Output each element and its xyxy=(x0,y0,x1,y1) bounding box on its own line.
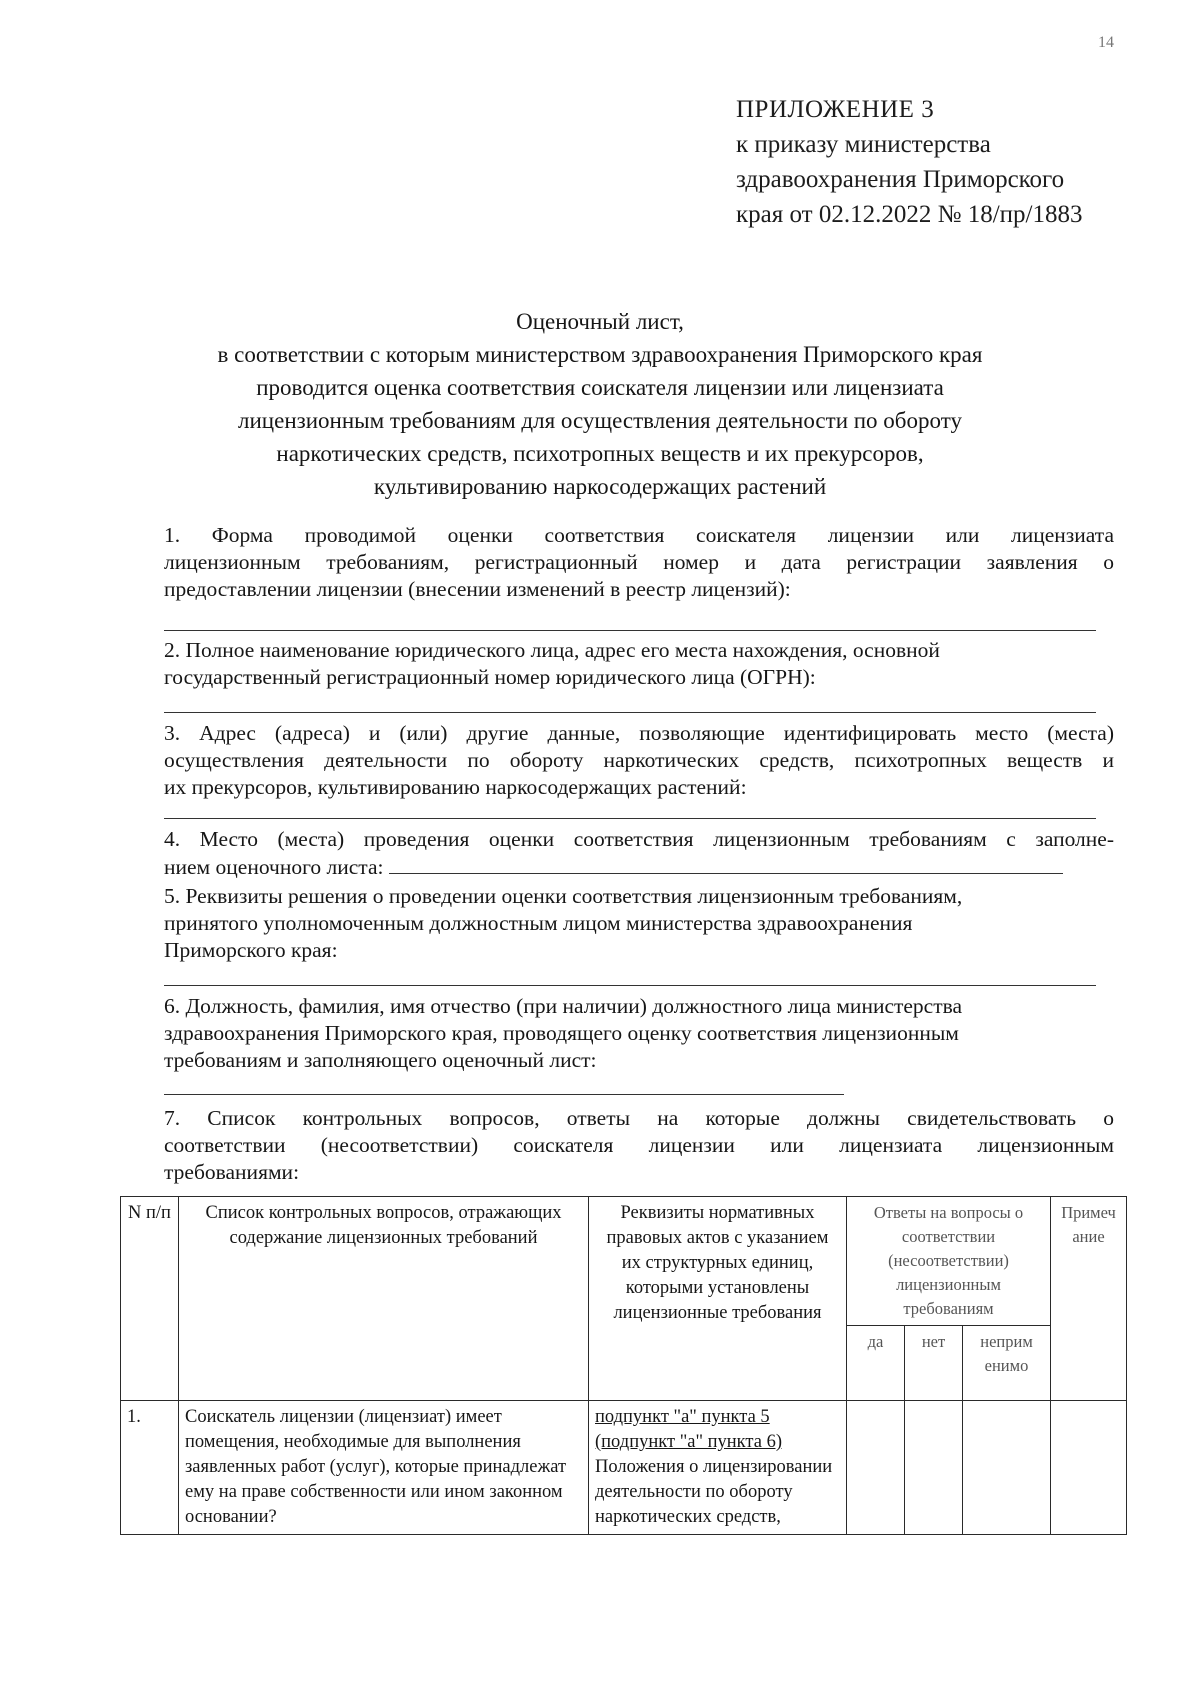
header-answers: Ответы на вопросы о соответствии (несоответствии) лицензионным требованиям xyxy=(847,1197,1051,1326)
item-line: 4. Место (места) проведения оценки соответствия лицензионным требованиям с заполне- xyxy=(164,827,1114,851)
item-line xyxy=(164,853,1114,881)
form-item-4 xyxy=(164,826,1114,881)
heading-line: в соответствии с которым министерством здравоохранения Приморского края xyxy=(217,342,983,367)
appendix-line: к приказу министерства xyxy=(736,131,991,158)
header-num: N п/п xyxy=(121,1197,179,1401)
requisite-link[interactable]: (подпункт "а" пункта 6) xyxy=(595,1432,782,1452)
form-item-3 xyxy=(164,720,1114,801)
header-question: Список контрольных вопросов, отражающих содержание лицензионных требований xyxy=(179,1197,589,1401)
item-line: требованиями: xyxy=(164,1160,300,1184)
heading-line: культивированию наркосодержащих растений xyxy=(373,474,827,499)
item-line: здравоохранения Приморского края, проводящего оценку соответствия лицензионным xyxy=(164,1021,959,1045)
appendix-title: ПРИЛОЖЕНИЕ 3 xyxy=(736,96,935,123)
row-requisites xyxy=(589,1401,847,1535)
answer-no-cell[interactable] xyxy=(905,1401,963,1535)
heading-line: лицензионным требованиям для осуществления деятельности по обороту xyxy=(238,408,962,433)
item-line: их прекурсоров, культивированию наркосодержащих растений: xyxy=(164,775,747,799)
appendix-block xyxy=(736,92,1082,232)
header-note: Примеч ание xyxy=(1051,1197,1127,1401)
item-line: соответствии (несоответствии) соискателя лицензии или лицензиата лицензионным xyxy=(164,1133,1114,1157)
item-line: требованиям и заполняющего оценочный лист: xyxy=(164,1048,597,1072)
header-na: неприм енимо xyxy=(963,1326,1051,1401)
header-yes: да xyxy=(847,1326,905,1401)
item-line: 6. Должность, фамилия, имя отчество (при наличии) должностного лица министерства xyxy=(164,994,963,1018)
table-row xyxy=(121,1401,1127,1535)
fill-line xyxy=(164,818,1096,819)
fill-line xyxy=(389,853,1063,874)
item-line: принятого уполномоченным должностным лицом министерства здравоохранения xyxy=(164,911,913,935)
answer-yes-cell[interactable] xyxy=(847,1401,905,1535)
document-heading xyxy=(150,305,1050,503)
heading-line: наркотических средств, психотропных веществ и их прекурсоров, xyxy=(276,441,924,466)
item-line: 1. Форма проводимой оценки соответствия соискателя лицензии или лицензиата xyxy=(164,523,1114,547)
answer-na-cell[interactable] xyxy=(963,1401,1051,1535)
item-line: 3. Адрес (адреса) и (или) другие данные, позволяющие идентифицировать место (места) xyxy=(164,721,1114,745)
fill-line xyxy=(164,630,1096,631)
form-item-1 xyxy=(164,522,1114,603)
fill-line xyxy=(164,985,1096,986)
form-item-2 xyxy=(164,637,1114,691)
item-line: лицензионным требованиям, регистрационный номер и дата регистрации заявления о xyxy=(164,550,1114,574)
item-line: 5. Реквизиты решения о проведении оценки соответствия лицензионным требованиям, xyxy=(164,884,963,908)
requisite-link[interactable]: подпункт "а" пункта 5 xyxy=(595,1407,770,1427)
note-cell[interactable] xyxy=(1051,1401,1127,1535)
table-header-row xyxy=(121,1197,1127,1326)
item-line: Приморского края: xyxy=(164,938,338,962)
requisite-text: Положения о лицензировании деятельности по обороту наркотических средств, xyxy=(595,1457,833,1527)
row-question: Соискатель лицензии (лицензиат) имеет помещения, необходимые для выполнения заявленных работ (услуг), которые принадлежат ему на праве собственности или ином законном основании? xyxy=(179,1401,589,1535)
heading-line: Оценочный лист, xyxy=(516,309,684,334)
fill-line xyxy=(164,712,1096,713)
header-requisites: Реквизиты нормативных правовых актов с указанием их структурных единиц, которыми установлены лицензионные требования xyxy=(589,1197,847,1401)
item-line: предоставлении лицензии (внесении изменений в реестр лицензий): xyxy=(164,577,791,601)
control-questions-table xyxy=(120,1196,1127,1535)
page-number: 14 xyxy=(1098,34,1114,51)
item-line-text: нием оценочного листа: xyxy=(164,855,384,879)
heading-line: проводится оценка соответствия соискателя лицензии или лицензиата xyxy=(256,375,944,400)
form-item-5 xyxy=(164,883,1114,964)
item-line: 7. Список контрольных вопросов, ответы на которые должны свидетельствовать о xyxy=(164,1106,1114,1130)
item-line: государственный регистрационный номер юридического лица (ОГРН): xyxy=(164,665,816,689)
row-num: 1. xyxy=(121,1401,179,1535)
fill-line xyxy=(164,1094,844,1095)
item-line: 2. Полное наименование юридического лица, адрес его места нахождения, основной xyxy=(164,638,940,662)
appendix-line: края от 02.12.2022 № 18/пр/1883 xyxy=(736,201,1083,228)
form-item-7 xyxy=(164,1105,1114,1186)
item-line: осуществления деятельности по обороту наркотических средств, психотропных веществ и xyxy=(164,748,1114,772)
header-no: нет xyxy=(905,1326,963,1401)
appendix-line: здравоохранения Приморского xyxy=(736,166,1065,193)
form-item-6 xyxy=(164,993,1114,1074)
